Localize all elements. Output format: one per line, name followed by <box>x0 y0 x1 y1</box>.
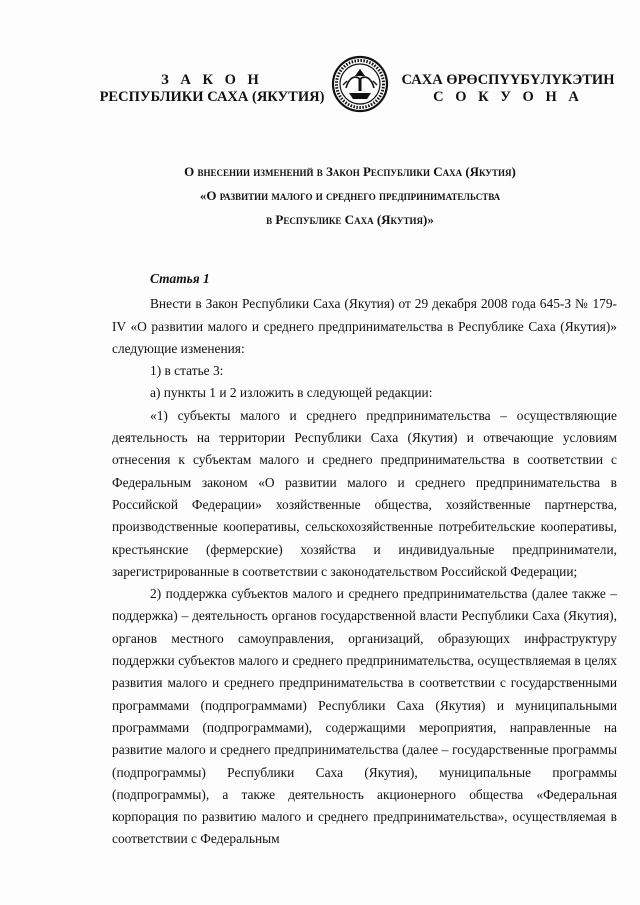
header-right <box>388 72 628 106</box>
document-title <box>80 160 620 232</box>
header-republic-name: РЕСПУБЛИКИ САХА (ЯКУТИЯ) <box>99 89 325 105</box>
paragraph: Внести в Закон Республики Саха (Якутия) от 29 декабря 2008 года 645-З № 179-IV «О развитии малого и среднего предпринимательства в Республике Саха (Якутия)» следующие изменения: <box>112 296 617 356</box>
title-line-1: О внесении изменений в Закон Республики Саха (Якутия) <box>184 164 516 179</box>
header-yakut-law-word: С О К У О Н А <box>433 89 583 105</box>
paragraph: 2) поддержка субъектов малого и среднего предпринимательства (далее также – поддержка) – деятельность органов государственной власти Республики Саха (Якутия), органов местного самоуправления, организаций, образующих инфраструктуру поддержки субъектов малого и среднего предпринимательства, осуществляемая в целях развития малого и среднего предпринимательства в соответствии с государственными программами (подпрограммами) Республики Саха (Якутия) и муниципальными программами (подпрограммами), содержащими мероприятия, направленные на развитие малого и среднего предпринимательства (далее – государственные программы (подпрограммы) Республики Саха (Якутия), муниципальные программы (подпрограммы), а также деятельность акционерного общества «Федеральная корпорация по развитию малого и среднего предпринимательства», осуществляемая в соответствии с Федеральным <box>112 586 617 847</box>
paragraph: «1) субъекты малого и среднего предпринимательства – осуществляющие деятельность на территории Республики Саха (Якутия) и отвечающие условиям отнесения к субъектам малого и среднего предпринимательства в соответствии с Федеральным законом «О развитии малого и среднего предпринимательства в Российской Федерации» хозяйственные общества, хозяйственные партнерства, производственные кооперативы, сельскохозяйственные потребительские кооперативы, крестьянские (фермерские) хозяйства и индивидуальные предприниматели, зарегистрированные в соответствии с законодательством Российской Федерации; <box>112 407 617 579</box>
header-law-word: З А К О Н <box>161 72 263 88</box>
document-body <box>112 268 617 851</box>
title-line-3: в Республике Саха (Якутия)» <box>266 212 434 227</box>
republic-coat-of-arms-icon <box>331 55 389 113</box>
header-yakut-name: САХА ӨРӨСПҮҮБҮЛҮКЭТИН <box>401 72 615 88</box>
title-line-2: «О развитии малого и среднего предпринимательства <box>199 188 501 203</box>
article-heading: Статья 1 <box>150 271 210 286</box>
paragraph: 1) в статье 3: <box>150 363 224 379</box>
header-left <box>92 72 332 106</box>
paragraph: а) пункты 1 и 2 изложить в следующей редакции: <box>150 385 433 401</box>
